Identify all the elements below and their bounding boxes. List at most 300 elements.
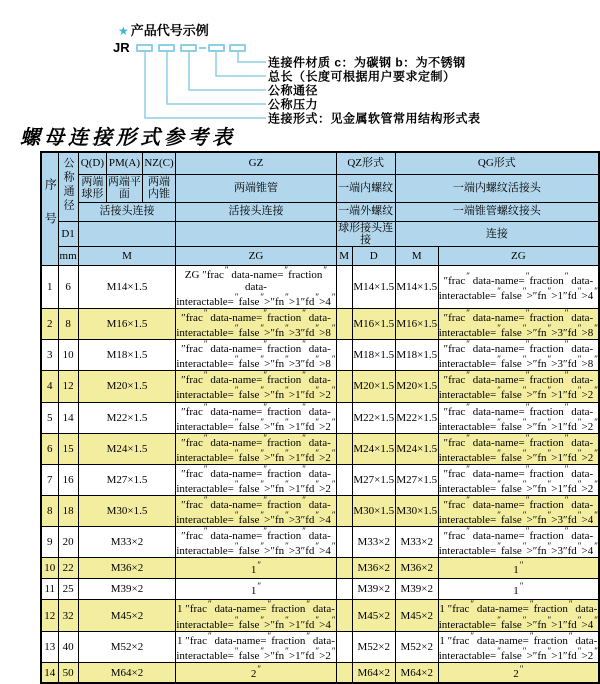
inch-mark: ″ [594,510,598,521]
cell-qg-m: M24×1.5 [395,433,438,464]
inch-mark: ″ [443,530,449,543]
inch-mark: ″ [315,614,320,625]
inch-mark: ″ [522,614,527,625]
inch-mark: ″ [519,580,524,591]
inch-mark: ″ [594,323,598,334]
inch-mark: ″ [270,327,275,340]
inch-mark: ″ [260,541,265,552]
cell-qg-zg: ″frac″ data-name=″fraction″ data-interactable=″false″>″fn″>3″fd″>8″ [438,307,598,340]
inch-mark: ″ [260,291,265,302]
inch-mark: ″ [315,447,320,458]
header-group: NZ(C) [142,152,176,174]
inch-mark: ″ [302,526,307,537]
cell-qg-m: M36×2 [395,558,438,579]
cell-m: M52×2 [78,631,176,662]
cell-qg-zg: ″frac″ data-name=″fraction″ data-interactable=″false″>″fn″>1″fd″>2″ [438,401,598,433]
inch-mark: ″ [577,614,582,625]
inch-mark: ″ [497,479,502,489]
header-seq: 序号 [41,152,58,265]
inch-mark: ″ [181,311,186,324]
table-row [41,579,599,600]
cell-gz: ″frac″ data-name=″fraction″ data-interactable=″false″>″fn″>1″fd″>2″ [176,432,336,464]
inch-mark: ″ [594,385,598,396]
cell-qz-m [336,371,352,402]
header-thread-symbol: D [352,246,395,265]
cell-seq: 4 [41,371,58,402]
cell-seq: 1 [41,265,58,308]
header-group: QG形式 [395,152,599,174]
inch-mark: ″ [443,311,449,324]
inch-mark: ″ [547,541,552,552]
inch-mark: ″ [285,541,289,552]
inch-mark: ″ [564,463,569,474]
inch-mark: ″ [532,483,538,495]
inch-mark: ″ [185,603,190,616]
cell-gz: 1″ [176,579,336,600]
inch-mark: ″ [562,420,568,433]
cell-m: M14×1.5 [78,265,176,308]
inch-mark: ″ [532,420,538,433]
star-icon: ★ [118,24,129,38]
inch-mark: ″ [577,354,582,365]
cell-dn: 20 [58,527,78,558]
inch-mark: ″ [202,268,207,281]
inch-mark: ″ [525,370,530,381]
inch-mark: ″ [497,323,502,334]
inch-mark: ″ [263,463,268,474]
inch-mark: ″ [466,401,470,412]
inch-mark: ″ [497,541,502,552]
inch-mark: ″ [257,580,262,591]
inch-mark: ″ [547,385,552,396]
inch-mark: ″ [260,323,265,334]
header-connection-sub [78,221,176,246]
header-group: GZ [176,152,336,174]
header-connection-type: 一端锥管螺纹接头 [395,202,599,221]
cell-seq: 11 [41,579,58,600]
inch-mark: ″ [234,447,239,458]
inch-mark: ″ [331,385,336,396]
inch-mark: ″ [525,432,530,443]
cell-qz-m [336,433,352,464]
inch-mark: ″ [331,645,336,656]
inch-mark: ″ [594,479,598,489]
inch-mark: ″ [270,483,275,495]
inch-mark: ″ [577,385,582,396]
inch-mark: ″ [315,645,320,656]
table-row [41,340,599,371]
code-box-1 [136,44,153,52]
inch-mark: ″ [302,463,307,474]
inch-mark: ″ [547,645,552,656]
inch-mark: ″ [203,401,208,412]
inch-mark: ″ [263,401,268,412]
inch-mark: ″ [260,510,265,521]
cell-qz-d: M16×1.5 [352,308,395,339]
inch-mark: ″ [260,614,265,625]
cell-m: M30×1.5 [78,496,176,527]
inch-mark: ″ [181,343,186,356]
inch-mark: ″ [285,416,289,427]
header-group: PM(A) [107,152,142,174]
inch-mark: ″ [532,545,538,558]
inch-mark: ″ [270,618,275,631]
inch-mark: ″ [497,510,502,521]
inch-mark: ″ [525,270,530,281]
inch-mark: ″ [522,285,527,296]
cell-dn: 25 [58,579,78,600]
cell-qz-d: M18×1.5 [352,340,395,371]
cell-dn: 16 [58,464,78,495]
cell-seq: 7 [41,464,58,495]
cell-qz-d: M45×2 [352,600,395,631]
inch-mark: ″ [300,451,306,464]
cell-qg-m: M14×1.5 [395,265,438,308]
inch-mark: ″ [203,463,208,474]
table-row [41,558,599,579]
inch-mark: ″ [564,432,569,443]
cell-qg-m: M64×2 [395,662,438,683]
inch-mark: ″ [285,354,289,365]
cell-qz-d: M33×2 [352,527,395,558]
diagram-label-diameter: 公称通径 [268,83,319,98]
inch-mark: ″ [547,447,552,458]
cell-qz-m [336,340,352,371]
inch-mark: ″ [568,630,573,641]
inch-mark: ″ [594,416,598,427]
inch-mark: ″ [497,614,502,625]
inch-mark: ″ [562,451,568,464]
inch-mark: ″ [564,495,569,506]
inch-mark: ″ [267,630,272,641]
header-end-type: 两端球形 [78,174,107,202]
inch-mark: ″ [300,327,306,340]
inch-mark: ″ [532,514,538,527]
inch-mark: ″ [466,270,470,281]
cell-dn: 15 [58,433,78,464]
cell-qz-m [336,600,352,631]
inch-mark: ″ [285,479,289,489]
inch-mark: ″ [447,634,453,647]
header-end-type: 两端内锥 [142,174,176,202]
inch-mark: ″ [331,291,336,302]
inch-mark: ″ [181,436,186,449]
inch-mark: ″ [284,264,289,275]
inch-mark: ″ [285,323,289,334]
inch-mark: ″ [234,416,239,427]
cell-dn: 14 [58,402,78,433]
inch-mark: ″ [562,649,568,662]
header-thread-symbol: M [78,246,176,265]
inch-mark: ″ [300,483,306,495]
table-title: 螺母连接形式参考表 [20,127,236,149]
inch-mark: ″ [257,664,262,675]
inch-mark: ″ [547,510,552,521]
code-box-2 [158,44,175,52]
cell-qz-m [336,464,352,495]
inch-mark: ″ [562,389,568,402]
inch-mark: ″ [522,385,527,396]
inch-mark: ″ [263,339,268,350]
inch-mark: ″ [532,649,538,662]
inch-mark: ″ [577,541,582,552]
inch-mark: ″ [263,495,268,506]
cell-gz: 1 ″frac″ data-name=″fraction″ data-interactable=″false″>″fn″>1″fd″>2″ [176,630,336,662]
inch-mark: ″ [497,416,502,427]
inch-mark: ″ [525,339,530,350]
header-dn: 公称通径 [58,152,78,221]
cell-qz-m [336,402,352,433]
table-row [41,308,599,339]
cell-qg-zg: 1″ [438,579,599,600]
inch-mark: ″ [270,420,275,433]
inch-mark: ″ [525,307,530,318]
inch-mark: ″ [497,447,502,458]
inch-mark: ″ [466,370,470,381]
diagram-title-text: 产品代号示例 [130,23,209,38]
cell-qz-d: M20×1.5 [352,371,395,402]
cell-qz-d: M39×2 [352,579,395,600]
inch-mark: ″ [562,514,568,527]
cell-qz-d: M52×2 [352,631,395,662]
inch-mark: ″ [525,401,530,412]
cell-seq: 10 [41,558,58,579]
cell-dn: 50 [58,662,78,683]
inch-mark: ″ [263,432,268,443]
inch-mark: ″ [532,389,538,402]
inch-mark: ″ [270,545,275,558]
inch-mark: ″ [522,510,527,521]
cell-qg-zg: 1″ [438,558,599,579]
inch-mark: ″ [532,289,538,302]
diagram-title [118,20,209,39]
cell-m: M33×2 [78,527,176,558]
inch-mark: ″ [302,339,307,350]
inch-mark: ″ [331,323,336,334]
inch-mark: ″ [466,463,470,474]
inch-mark: ″ [331,541,336,552]
table-row [41,433,599,464]
inch-mark: ″ [532,618,538,631]
inch-mark: ″ [564,401,569,412]
table-row [41,464,599,495]
inch-mark: ″ [547,323,552,334]
inch-mark: ″ [234,385,239,396]
cell-qg-m: M16×1.5 [395,308,438,339]
inch-mark: ″ [302,401,307,412]
inch-mark: ″ [447,603,453,616]
table-row [41,265,599,308]
header-thread-symbol: ZG [176,246,336,265]
inch-mark: ″ [470,630,475,641]
inch-mark: ″ [522,416,527,427]
header-connection-sub [176,221,336,246]
cell-seq: 12 [41,600,58,631]
inch-mark: ″ [532,358,538,371]
header-end-type: 两端平面 [107,175,141,200]
inch-mark: ″ [470,599,475,610]
inch-mark: ″ [577,416,582,427]
inch-mark: ″ [260,354,265,365]
header-mm: mm [58,246,78,265]
inch-mark: ″ [532,327,538,340]
inch-mark: ″ [234,323,239,334]
inch-mark: ″ [562,545,568,558]
inch-mark: ″ [547,479,552,489]
inch-mark: ″ [466,307,470,318]
inch-mark: ″ [568,599,573,610]
cell-dn: 32 [58,600,78,631]
inch-mark: ″ [562,289,568,302]
inch-mark: ″ [577,510,582,521]
cell-m: M22×1.5 [78,402,176,433]
inch-mark: ″ [594,354,598,365]
inch-mark: ″ [263,307,268,318]
cell-seq: 13 [41,631,58,662]
cell-gz: ″frac″ data-name=″fraction″ data-interactable=″false″>″fn″>3″fd″>8″ [176,339,336,371]
inch-mark: ″ [331,614,336,625]
cell-seq: 9 [41,527,58,558]
cell-qg-m: M33×2 [395,527,438,558]
inch-mark: ″ [331,479,336,489]
cell-gz: 2″ [176,662,336,683]
inch-mark: ″ [522,447,527,458]
inch-mark: ″ [285,614,289,625]
inch-mark: ″ [300,295,306,308]
cell-qg-zg: ″frac″ data-name=″fraction″ data-interactable=″false″>″fn″>3″fd″>8″ [438,339,598,371]
header-connection-type: 一端外螺纹 [336,202,395,221]
inch-mark: ″ [532,451,538,464]
inch-mark: ″ [522,645,527,656]
header-thread-symbol: M [395,246,438,265]
cell-qg-zg: ″frac″ data-name=″fraction″ data-interactable=″false″>″fn″>1″fd″>2″ [438,370,598,402]
inch-mark: ″ [260,385,265,396]
cell-qz-m [336,579,352,600]
header-group: QZ形式 [336,152,395,174]
cell-qg-zg: ″frac″ data-name=″fraction″ data-interactable=″false″>″fn″>1″fd″>2″ [438,432,598,464]
cell-seq: 2 [41,308,58,339]
inch-mark: ″ [207,599,212,610]
inch-mark: ″ [522,354,527,365]
inch-mark: ″ [260,416,265,427]
cell-m: M18×1.5 [78,340,176,371]
inch-mark: ″ [285,385,289,396]
inch-mark: ″ [466,495,470,506]
inch-mark: ″ [270,389,275,402]
inch-mark: ″ [594,541,598,552]
inch-mark: ″ [234,645,239,656]
table-row [41,631,599,662]
product-code-prefix: JR [113,40,130,55]
cell-gz: 1 ″frac″ data-name=″fraction″ data-interactable=″false″>″fn″>1″fd″>4″ [176,599,336,631]
header-end-type: 一端内螺纹活接头 [395,174,599,202]
header-connection-sub: 连接 [395,221,599,246]
inch-mark: ″ [564,526,569,537]
diagram-label-form: 连接形式：见金属软管常用结构形式表 [268,111,481,126]
inch-mark: ″ [529,599,534,610]
inch-mark: ″ [577,645,582,656]
cell-qz-m [336,631,352,662]
inch-mark: ″ [270,358,275,371]
inch-mark: ″ [300,545,306,558]
inch-mark: ″ [594,645,598,656]
inch-mark: ″ [525,526,530,537]
inch-mark: ″ [302,495,307,506]
cell-qz-d: M27×1.5 [352,464,395,495]
inch-mark: ″ [497,385,502,396]
diagram-label-pressure: 公称压力 [268,97,319,112]
inch-mark: ″ [522,479,527,489]
header-d1: D1 [58,221,78,246]
inch-mark: ″ [443,343,449,356]
cell-qg-m: M45×2 [395,600,438,631]
cell-qg-m: M27×1.5 [395,464,438,495]
inch-mark: ″ [443,405,449,418]
inch-mark: ″ [181,499,186,512]
header-group: Q(D) [78,152,107,174]
inch-mark: ″ [466,339,470,350]
cell-gz: ″frac″ data-name=″fraction″ data-interactable=″false″>″fn″>1″fd″>2″ [176,370,336,402]
cell-qz-m [336,527,352,558]
cell-gz: ″frac″ data-name=″fraction″ data-interactable=″false″>″fn″>3″fd″>4″ [176,495,336,527]
inch-mark: ″ [181,530,186,543]
cell-qz-m [336,496,352,527]
cell-dn: 40 [58,631,78,662]
inch-mark: ″ [260,479,265,489]
inch-mark: ″ [466,526,470,537]
inch-mark: ″ [331,510,336,521]
cell-qg-zg: 1 ″frac″ data-name=″fraction″ data-interactable=″false″>″fn″>1″fd″>2″ [438,630,598,662]
cell-m: M64×2 [78,662,176,683]
inch-mark: ″ [285,447,289,458]
cell-seq: 3 [41,340,58,371]
inch-mark: ″ [594,285,598,296]
inch-mark: ″ [300,389,306,402]
cell-gz: ZG ″frac″ data-name=″fraction″ data-interactable=″false″>″fn″>1″fd″>4″ [176,264,336,308]
inch-mark: ″ [577,479,582,489]
cell-qg-zg: ″frac″ data-name=″fraction″ data-interactable=″false″>″fn″>1″fd″>4″ [438,265,599,308]
cell-gz: ″frac″ data-name=″fraction″ data-interactable=″false″>″fn″>1″fd″>2″ [176,463,336,495]
inch-mark: ″ [270,451,275,464]
inch-mark: ″ [234,614,239,625]
inch-mark: ″ [443,499,449,512]
inch-mark: ″ [577,447,582,458]
inch-mark: ″ [315,416,320,427]
inch-mark: ″ [270,649,275,662]
inch-mark: ″ [525,495,530,506]
inch-mark: ″ [522,323,527,334]
cell-dn: 8 [58,308,78,339]
cell-qg-m: M39×2 [395,579,438,600]
inch-mark: ″ [203,526,208,537]
cell-qg-zg: 2″ [438,662,599,683]
inch-mark: ″ [562,358,568,371]
cell-qz-m [336,308,352,339]
inch-mark: ″ [260,447,265,458]
cell-qz-d: M24×1.5 [352,433,395,464]
cell-seq: 14 [41,662,58,683]
inch-mark: ″ [443,274,449,287]
cell-qz-m [336,558,352,579]
cell-dn: 22 [58,558,78,579]
inch-mark: ″ [577,285,582,296]
inch-mark: ″ [577,323,582,334]
inch-mark: ″ [306,599,311,610]
inch-mark: ″ [224,264,229,275]
table-row [41,600,599,631]
code-box-3 [180,44,197,52]
cell-qz-d: M14×1.5 [352,265,395,308]
